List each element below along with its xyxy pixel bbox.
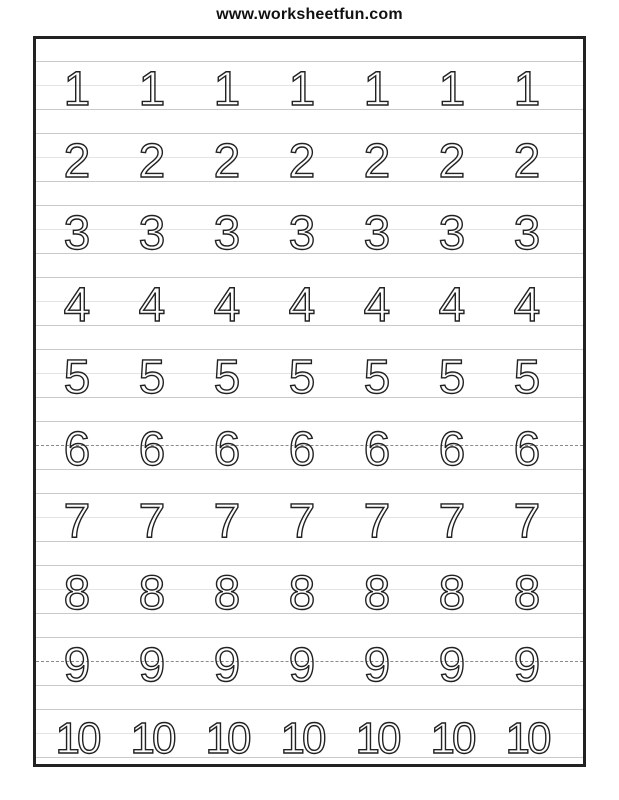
- traceable-numeral: 5: [213, 350, 241, 404]
- traceable-numeral: 3: [363, 206, 391, 260]
- traceable-numeral: 1: [513, 62, 541, 116]
- traceable-numeral: 4: [513, 278, 541, 332]
- traceable-numeral: 9: [213, 638, 241, 692]
- traceable-numeral: 5: [438, 350, 466, 404]
- traceable-numeral: 2: [63, 134, 91, 188]
- tracing-row: [36, 701, 583, 767]
- traceable-numeral: 7: [213, 494, 241, 548]
- traceable-numeral: 6: [438, 422, 466, 476]
- traceable-numeral: 8: [138, 566, 166, 620]
- top-guide-line: [36, 637, 583, 638]
- traceable-numeral: 9: [438, 638, 466, 692]
- traceable-numeral: 5: [363, 350, 391, 404]
- site-url-header: www.worksheetfun.com: [216, 6, 403, 23]
- traceable-numeral: 3: [63, 206, 91, 260]
- traceable-numeral: 4: [288, 278, 316, 332]
- traceable-numeral: 2: [213, 134, 241, 188]
- traceable-numeral: 9: [513, 638, 541, 692]
- traceable-numeral: 1: [138, 62, 166, 116]
- tracing-row: [36, 557, 583, 629]
- traceable-numeral: 8: [438, 566, 466, 620]
- traceable-numeral: 2: [513, 134, 541, 188]
- traceable-numeral: 6: [213, 422, 241, 476]
- traceable-numeral: 7: [288, 494, 316, 548]
- traceable-numeral: 6: [363, 422, 391, 476]
- traceable-numeral: 9: [363, 638, 391, 692]
- traceable-numeral: 8: [513, 566, 541, 620]
- traceable-numeral: 5: [138, 350, 166, 404]
- traceable-numeral: 7: [63, 494, 91, 548]
- tracing-frame: [33, 36, 586, 767]
- traceable-numeral: 7: [363, 494, 391, 548]
- traceable-numeral: 7: [438, 494, 466, 548]
- traceable-numeral: 3: [288, 206, 316, 260]
- traceable-numeral: 10: [130, 714, 174, 764]
- top-guide-line: [36, 61, 583, 62]
- traceable-numeral: 2: [363, 134, 391, 188]
- traceable-numeral: 10: [430, 714, 474, 764]
- traceable-numeral: 8: [288, 566, 316, 620]
- traceable-numeral: 1: [213, 62, 241, 116]
- traceable-numeral: 3: [213, 206, 241, 260]
- traceable-numeral: 3: [438, 206, 466, 260]
- traceable-numeral: 10: [205, 714, 249, 764]
- traceable-numeral: 1: [363, 62, 391, 116]
- traceable-numeral: 4: [63, 278, 91, 332]
- traceable-numeral: 1: [438, 62, 466, 116]
- top-guide-line: [36, 709, 583, 710]
- tracing-row: [36, 53, 583, 125]
- traceable-numeral: 9: [138, 638, 166, 692]
- tracing-row: [36, 197, 583, 269]
- traceable-numeral: 4: [138, 278, 166, 332]
- traceable-numeral: 1: [63, 62, 91, 116]
- traceable-numeral: 7: [138, 494, 166, 548]
- traceable-numeral: 2: [288, 134, 316, 188]
- traceable-numeral: 2: [138, 134, 166, 188]
- traceable-numeral: 6: [513, 422, 541, 476]
- traceable-numeral: 6: [138, 422, 166, 476]
- tracing-row: [36, 341, 583, 413]
- traceable-numeral: 4: [438, 278, 466, 332]
- traceable-numeral: 3: [138, 206, 166, 260]
- traceable-numeral: 8: [213, 566, 241, 620]
- traceable-numeral: 6: [288, 422, 316, 476]
- traceable-numeral: 5: [63, 350, 91, 404]
- traceable-numeral: 10: [355, 714, 399, 764]
- tracing-row: [36, 485, 583, 557]
- traceable-numeral: 4: [213, 278, 241, 332]
- traceable-numeral: 1: [288, 62, 316, 116]
- traceable-numeral: 2: [438, 134, 466, 188]
- traceable-numeral: 9: [63, 638, 91, 692]
- traceable-numeral: 4: [363, 278, 391, 332]
- top-guide-line: [36, 565, 583, 566]
- tracing-row: [36, 413, 583, 485]
- top-guide-line: [36, 133, 583, 134]
- traceable-numeral: 8: [363, 566, 391, 620]
- top-guide-line: [36, 205, 583, 206]
- traceable-numeral: 8: [63, 566, 91, 620]
- traceable-numeral: 9: [288, 638, 316, 692]
- tracing-row: [36, 269, 583, 341]
- traceable-numeral: 5: [513, 350, 541, 404]
- traceable-numeral: 3: [513, 206, 541, 260]
- top-guide-line: [36, 421, 583, 422]
- tracing-row: [36, 629, 583, 701]
- traceable-numeral: 10: [280, 714, 324, 764]
- traceable-numeral: 7: [513, 494, 541, 548]
- traceable-numeral: 5: [288, 350, 316, 404]
- traceable-numeral: 6: [63, 422, 91, 476]
- top-guide-line: [36, 277, 583, 278]
- traceable-numeral: 10: [505, 714, 549, 764]
- traceable-numeral: 10: [55, 714, 99, 764]
- tracing-row: [36, 125, 583, 197]
- top-guide-line: [36, 349, 583, 350]
- top-guide-line: [36, 493, 583, 494]
